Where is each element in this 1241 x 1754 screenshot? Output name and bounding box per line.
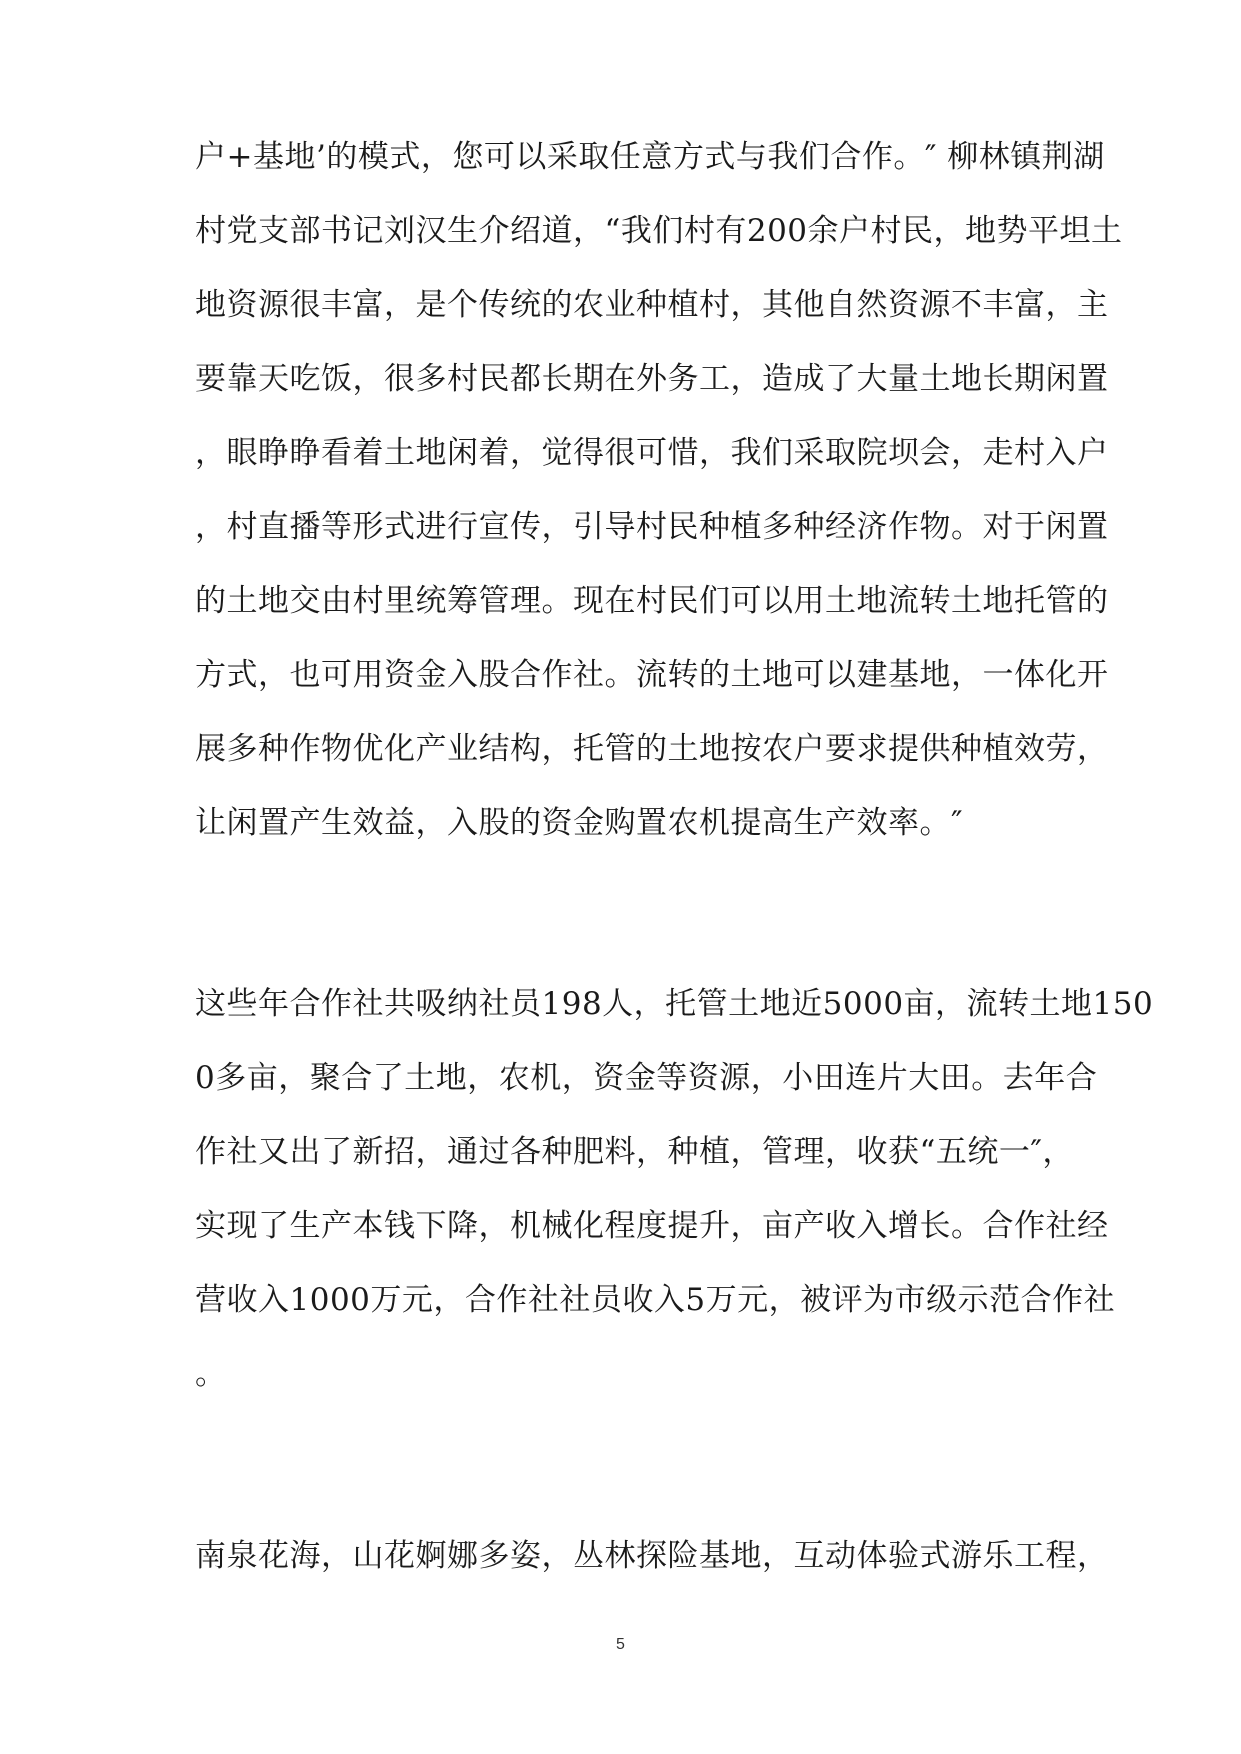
text-line: 户+基地’的模式，您可以采取任意方式与我们合作。″ 柳林镇荆湖 [195, 139, 1105, 175]
text-line: 这些年合作社共吸纳社员198人，托管土地近5000亩，流转土地150 [195, 986, 1154, 1022]
text-line: 地资源很丰富，是个传统的农业种植村，其他自然资源不丰富，主 [195, 287, 1109, 323]
text-line: ，村直播等形式进行宣传，引导村民种植多种经济作物。对于闲置 [195, 509, 1109, 545]
text-line: 要靠天吃饭，很多村民都长期在外务工，造成了大量土地长期闲置 [195, 361, 1109, 397]
text-line: 让闲置产生效益，入股的资金购置农机提高生产效率。″ [195, 805, 964, 841]
text-line: 南泉花海，山花婀娜多姿，丛林探险基地，互动体验式游乐工程， [195, 1538, 1109, 1574]
page-number: 5 [616, 1636, 625, 1653]
text-line: 方式，也可用资金入股合作社。流转的土地可以建基地，一体化开 [195, 657, 1109, 693]
text-line: 0多亩，聚合了土地，农机，资金等资源，小田连片大田。去年合 [195, 1060, 1098, 1096]
text-line: 的土地交由村里统筹管理。现在村民们可以用土地流转土地托管的 [195, 583, 1109, 619]
text-line: ，眼睁睁看着土地闲着，觉得很可惜，我们采取院坝会，走村入户 [195, 435, 1109, 471]
text-line: 实现了生产本钱下降，机械化程度提升，亩产收入增长。合作社经 [195, 1208, 1109, 1244]
text-line: 作社又出了新招，通过各种肥料，种植，管理，收获“五统一″， [195, 1134, 1074, 1170]
text-line: 。 [195, 1356, 227, 1392]
text-line: 村党支部书记刘汉生介绍道，“我们村有200余户村民，地势平坦土 [195, 213, 1123, 249]
text-line: 营收入1000万元，合作社社员收入5万元，被评为市级示范合作社 [195, 1282, 1116, 1318]
text-line: 展多种作物优化产业结构，托管的土地按农户要求提供种植效劳， [195, 731, 1109, 767]
